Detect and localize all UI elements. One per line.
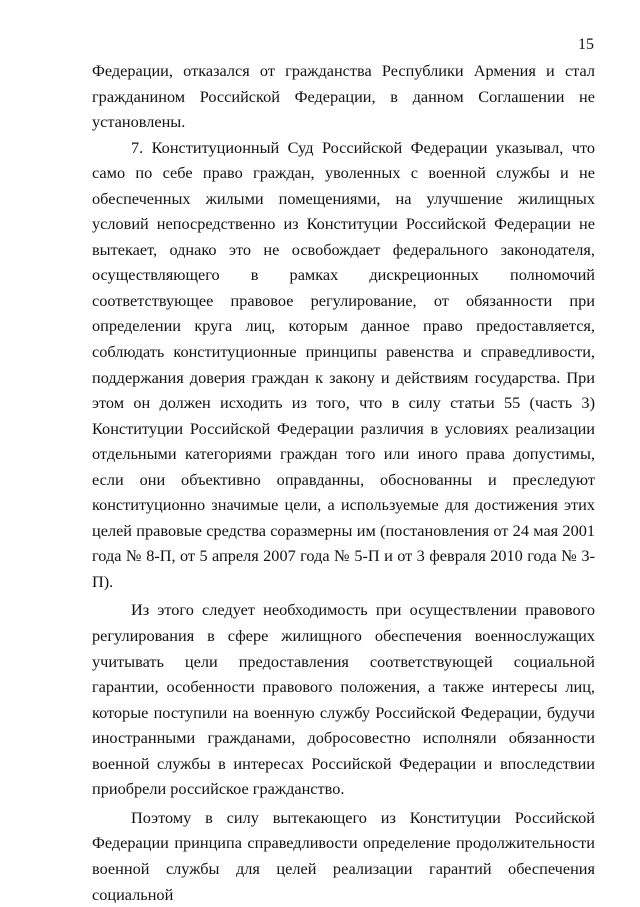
- paragraph-continuation: Федерации, отказался от гражданства Республики Армения и стал гражданином Российской Федерации, в данном Соглашении не установлены.: [92, 61, 595, 132]
- document-body: [92, 58, 595, 907]
- paragraph-consequence: Из этого следует необходимость при осуществлении правового регулирования в сфере жилищного обеспечения военнослужащих учитывать цели предоставления соответствующей социальной гарантии, особенности правового положения, а также интересы лиц, которые поступили на военную службу Российской Федерации, будучи иностранными гражданами, добросовестно исполняли обязанности военной службы в интересах Российской Федерации и впоследствии приобрели российское гражданство.: [92, 600, 595, 799]
- paragraph-item-7: 7. Конституционный Суд Российской Федерации указывал, что само по себе право граждан, уволенных с военной службы и не обеспеченных жилыми помещениями, на улучшение жилищных условий непосредственно из Конституции Российской Федерации не вытекает, однако это не освобождает федерального законодателя, осуществляющего в рамках дискреционных полномочий соответствующее правовое регулирование, от обязанности при определении круга лиц, которым данное право предоставляется, соблюдать конституционные принципы равенства и справедливости, поддержания доверия граждан к закону и действиям государства. При этом он должен исходить из того, что в силу статьи 55 (часть 3) Конституции Российской Федерации различия в условиях реализации отдельными категориями граждан того или иного права допустимы, если они объективно оправданны, обоснованны и преследуют конституционно значимые цели, а используемые для достижения этих целей правовые средства соразмерны им (постановления от 24 мая 2001 года № 8-П, от 5 апреля 2007 года № 5-П и от 3 февраля 2010 года № 3-П).: [92, 137, 595, 591]
- paragraph-therefore: Поэтому в силу вытекающего из Конституции Российской Федерации принципа справедливости определение продолжительности военной службы для целей реализации гарантий обеспечения социальной: [92, 807, 595, 904]
- page-number: 15: [578, 36, 594, 53]
